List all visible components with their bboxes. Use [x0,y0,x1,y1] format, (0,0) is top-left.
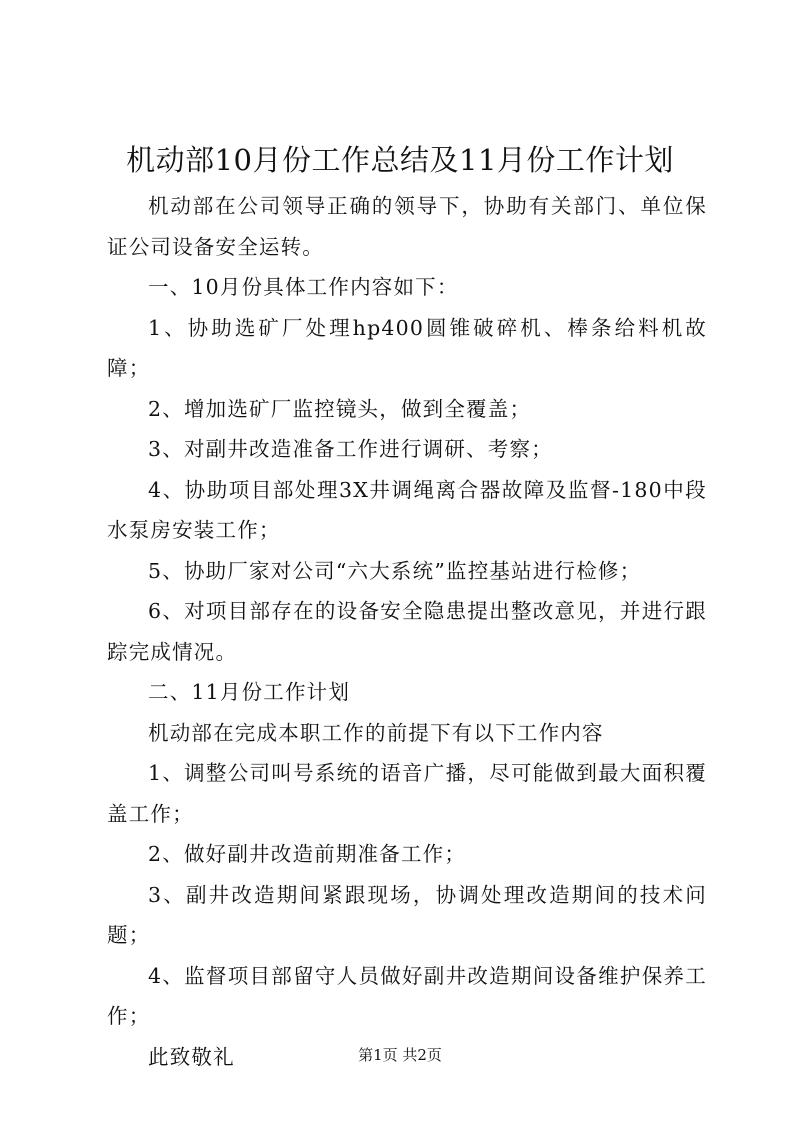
section-heading-october: 一、10月份具体工作内容如下： [148,275,459,299]
list-item: 1、协助选矿厂处理hp400圆锥破碎机、棒条给料机故障； [107,315,707,380]
list-item: 4、监督项目部留守人员做好副井改造期间设备维护保养工作； [107,963,707,1028]
list-item: 1、调整公司叫号系统的语音广播，尽可能做到最大面积覆盖工作； [107,761,707,826]
list-item: 3、对副井改造准备工作进行调研、考察； [148,437,553,461]
document-body [107,186,707,1077]
page-footer [0,1045,800,1065]
list-item: 4、协助项目部处理3X井调绳离合器故障及监督-180中段水泵房安装工作； [107,477,707,542]
list-item: 2、做好副井改造前期准备工作； [148,842,467,866]
section-heading-november: 二、11月份工作计划 [148,680,351,704]
paragraph-intro: 机动部在公司领导正确的领导下，协助有关部门、单位保证公司设备安全运转。 [107,194,707,259]
document-title: 机动部10月份工作总结及11月份工作计划 [126,143,674,177]
paragraph-plan-intro: 机动部在完成本职工作的前提下有以下工作内容 [148,720,604,745]
closing-salutation: 此致敬礼 [148,1044,235,1069]
list-item: 3、副井改造期间紧跟现场，协调处理改造期间的技术问题； [107,882,707,947]
list-item: 6、对项目部存在的设备安全隐患提出整改意见，并进行跟踪完成情况。 [107,599,707,664]
page-number: 第1页 共2页 [358,1046,442,1064]
list-item: 2、增加选矿厂监控镜头，做到全覆盖； [148,396,532,421]
list-item: 5、协助厂家对公司“六大系统”监控基站进行检修； [148,558,642,583]
